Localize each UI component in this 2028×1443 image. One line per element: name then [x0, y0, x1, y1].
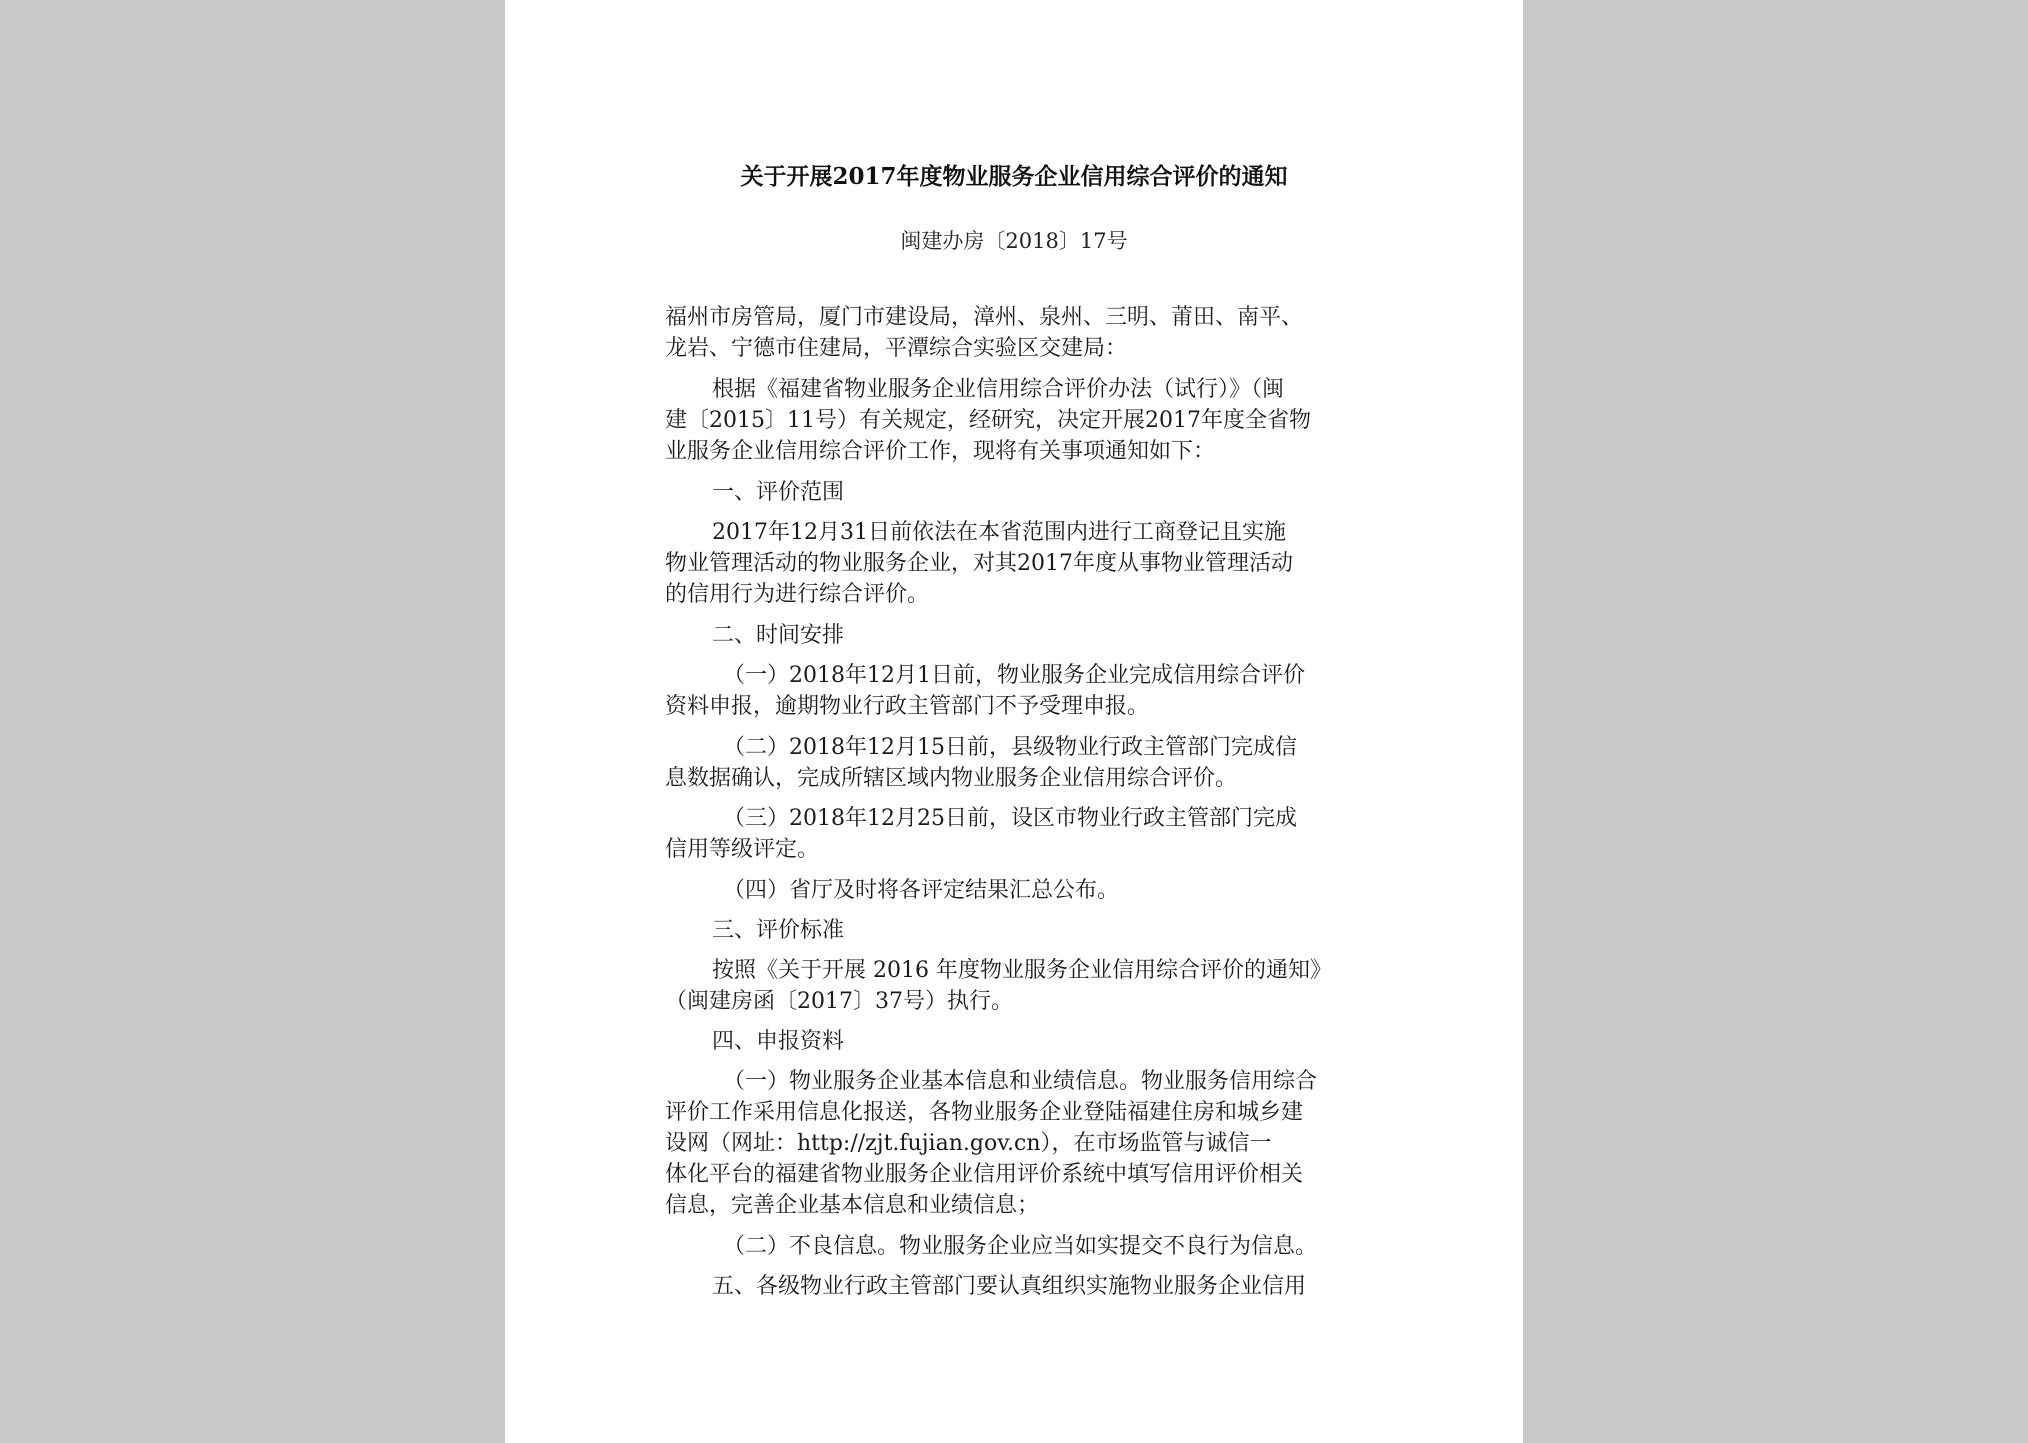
document-number: 闽建办房〔2018〕17号 — [900, 229, 1128, 253]
document-title: 关于开展2017年度物业服务企业信用综合评价的通知 — [740, 163, 1288, 190]
body-line: （闽建房函〔2017〕37号）执行。 — [665, 989, 1013, 1014]
body-line: （二）2018年12月15日前，县级物业行政主管部门完成信 — [723, 735, 1297, 760]
body-line: 信息，完善企业基本信息和业绩信息； — [665, 1193, 1040, 1218]
body-line: 按照《关于开展 2016 年度物业服务企业信用综合评价的通知》 — [712, 958, 1332, 983]
section-heading: 五、各级物业行政主管部门要认真组织实施物业服务企业信用 — [712, 1274, 1307, 1299]
body-line: 评价工作采用信息化报送，各物业服务企业登陆福建住房和城乡建 — [665, 1100, 1304, 1125]
body-line: 息数据确认，完成所辖区域内物业服务企业信用综合评价。 — [665, 766, 1238, 791]
body-line: 资料申报，逾期物业行政主管部门不予受理申报。 — [665, 694, 1150, 719]
body-line: 信用等级评定。 — [665, 837, 820, 862]
body-line: 的信用行为进行综合评价。 — [665, 582, 930, 607]
body-line: （二）不良信息。物业服务企业应当如实提交不良行为信息。 — [723, 1234, 1318, 1259]
body-line: 福州市房管局，厦门市建设局，漳州、泉州、三明、莆田、南平、 — [665, 305, 1304, 330]
section-heading: 四、申报资料 — [712, 1029, 845, 1054]
body-line: 龙岩、宁德市住建局，平潭综合实验区交建局： — [665, 336, 1128, 361]
body-line: 根据《福建省物业服务企业信用综合评价办法（试行）》（闽 — [712, 377, 1285, 402]
document-page — [505, 0, 1523, 1443]
section-heading: 一、评价范围 — [712, 480, 845, 505]
section-heading: 二、时间安排 — [712, 623, 845, 648]
body-line: （一）2018年12月1日前，物业服务企业完成信用综合评价 — [723, 663, 1305, 688]
body-line: 物业管理活动的物业服务企业，对其2017年度从事物业管理活动 — [665, 551, 1293, 576]
body-line: 建〔2015〕11号）有关规定，经研究，决定开展2017年度全省物 — [665, 408, 1311, 433]
body-line: 业服务企业信用综合评价工作，现将有关事项通知如下： — [665, 439, 1216, 464]
section-heading: 三、评价标准 — [712, 918, 845, 943]
body-line: 2017年12月31日前依法在本省范围内进行工商登记且实施 — [712, 520, 1286, 545]
body-line: 设网（网址：http://zjt.fujian.gov.cn），在市场监管与诚信一 — [665, 1131, 1272, 1156]
body-line: （四）省厅及时将各评定结果汇总公布。 — [723, 878, 1120, 903]
body-line: 体化平台的福建省物业服务企业信用评价系统中填写信用评价相关 — [665, 1162, 1304, 1187]
body-line: （三）2018年12月25日前，设区市物业行政主管部门完成 — [723, 806, 1297, 831]
body-line: （一）物业服务企业基本信息和业绩信息。物业服务信用综合 — [723, 1069, 1318, 1094]
